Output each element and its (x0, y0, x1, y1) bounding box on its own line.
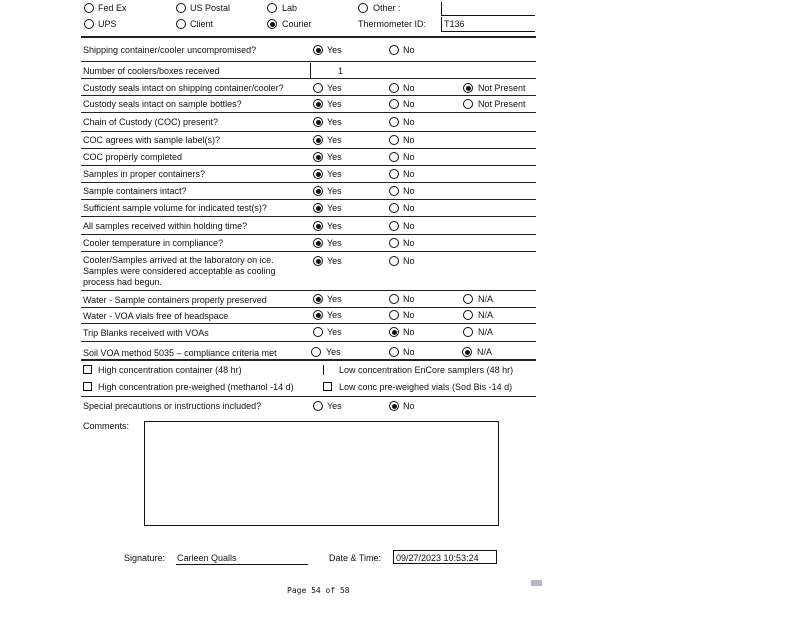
fedex-label: Fed Ex (98, 3, 127, 13)
scan-mark (531, 580, 542, 586)
q4-no-label: No (403, 99, 415, 109)
q16-na-label: N/A (478, 327, 494, 337)
q13-yes-label: Yes (327, 256, 342, 266)
q7-yes-label: Yes (327, 152, 342, 162)
question-sufficient-volume: Sufficient sample volume for indicated test(s)? (83, 203, 267, 213)
row-rule (81, 112, 536, 113)
q12-no-label: No (403, 238, 415, 248)
low-conc-preweighed-checkbox[interactable] (323, 382, 332, 391)
lab-label: Lab (282, 3, 298, 13)
q17-yes-label: Yes (326, 347, 341, 357)
client-radio[interactable] (176, 19, 186, 29)
q14-na-radio[interactable] (463, 294, 473, 304)
question-soil-voa: Soil VOA method 5035 – compliance criteria met (83, 348, 277, 358)
q4-not-present-radio[interactable] (463, 99, 473, 109)
q18-yes-radio[interactable] (313, 401, 323, 411)
question-coc-agrees: COC agrees with sample label(s)? (83, 135, 221, 145)
q12-yes-radio[interactable] (313, 238, 323, 248)
q4-yes-radio[interactable] (313, 99, 323, 109)
row-rule (81, 78, 536, 79)
q1-no-radio[interactable] (389, 45, 399, 55)
q5-no-label: No (403, 117, 415, 127)
q16-yes-radio[interactable] (313, 327, 323, 337)
q9-yes-radio[interactable] (313, 186, 323, 196)
high-concentration-container-checkbox[interactable] (83, 365, 92, 374)
q15-yes-label: Yes (327, 310, 342, 320)
q5-yes-radio[interactable] (313, 117, 323, 127)
q15-no-radio[interactable] (389, 310, 399, 320)
datetime-value: 09/27/2023 10:53:24 (396, 553, 479, 563)
question-custody-seals-bottles: Custody seals intact on sample bottles? (83, 99, 242, 109)
us-postal-radio[interactable] (176, 3, 186, 13)
comments-label: Comments: (83, 421, 130, 431)
question-coc-completed: COC properly completed (83, 152, 183, 162)
q9-yes-label: Yes (327, 186, 342, 196)
q3-no-radio[interactable] (389, 83, 399, 93)
other-radio[interactable] (358, 3, 368, 13)
q17-no-label: No (403, 347, 415, 357)
q10-no-radio[interactable] (389, 203, 399, 213)
q5-yes-label: Yes (327, 117, 342, 127)
question-special-precautions: Special precautions or instructions included? (83, 401, 262, 411)
q17-yes-radio[interactable] (311, 347, 321, 357)
fedex-radio[interactable] (84, 3, 94, 13)
q12-yes-label: Yes (327, 238, 342, 248)
question-proper-containers: Samples in proper containers? (83, 169, 206, 179)
q8-no-label: No (403, 169, 415, 179)
question-trip-blanks: Trip Blanks received with VOAs (83, 328, 209, 338)
high-concentration-container-label: High concentration container (48 hr) (98, 365, 242, 375)
row-rule (81, 61, 536, 62)
q3-yes-label: Yes (327, 83, 342, 93)
q15-no-label: No (403, 310, 415, 320)
q13-yes-radio[interactable] (313, 256, 323, 266)
row-rule (81, 148, 536, 149)
row-rule (81, 216, 536, 217)
row-rule (81, 251, 536, 252)
q12-no-radio[interactable] (389, 238, 399, 248)
q8-yes-label: Yes (327, 169, 342, 179)
q4-yes-label: Yes (327, 99, 342, 109)
q9-no-radio[interactable] (389, 186, 399, 196)
q14-no-label: No (403, 294, 415, 304)
other-label: Other : (373, 3, 401, 13)
question-number-coolers: Number of coolers/boxes received (83, 66, 220, 76)
q17-na-label: N/A (477, 347, 493, 357)
q1-yes-label: Yes (327, 45, 342, 55)
high-concentration-preweighed-checkbox[interactable] (83, 382, 92, 391)
thermometer-border (441, 17, 442, 32)
low-conc-preweighed-label: Low conc pre-weighed vials (Sod Bis -14 d) (339, 382, 513, 392)
q6-no-label: No (403, 135, 415, 145)
signature-underline (176, 564, 308, 565)
q3-not-present-radio[interactable] (463, 83, 473, 93)
q3-no-label: No (403, 83, 415, 93)
ups-radio[interactable] (84, 19, 94, 29)
q13-no-radio[interactable] (389, 256, 399, 266)
courier-radio[interactable] (267, 19, 277, 29)
q7-no-label: No (403, 152, 415, 162)
q8-yes-radio[interactable] (313, 169, 323, 179)
us-postal-label: US Postal (190, 3, 231, 13)
q7-no-radio[interactable] (389, 152, 399, 162)
coolers-count-value: 1 (338, 66, 344, 76)
row-rule (81, 199, 536, 200)
question-arrived-on-ice-line3: process had begun. (83, 277, 163, 287)
q18-no-label: No (403, 401, 415, 411)
q16-no-radio[interactable] (389, 327, 399, 337)
header-rule (81, 36, 536, 38)
q18-no-radio[interactable] (389, 401, 399, 411)
checkbox-divider (323, 365, 324, 375)
q3-not-present-label: Not Present (478, 83, 526, 93)
q6-yes-radio[interactable] (313, 135, 323, 145)
q1-no-label: No (403, 45, 415, 55)
row-rule (81, 359, 536, 361)
q14-na-label: N/A (478, 294, 494, 304)
other-input-line[interactable] (441, 15, 535, 16)
q15-na-label: N/A (478, 310, 494, 320)
q11-yes-label: Yes (327, 221, 342, 231)
row-rule (81, 131, 536, 132)
ups-label: UPS (98, 19, 117, 29)
row-rule (81, 396, 536, 397)
q17-no-radio[interactable] (389, 347, 399, 357)
row-rule (81, 290, 536, 291)
question-arrived-on-ice-line1: Cooler/Samples arrived at the laboratory on ice. (83, 255, 274, 265)
q16-no-label: No (403, 327, 415, 337)
high-concentration-preweighed-label: High concentration pre-weighed (methanol -14 d) (98, 382, 294, 392)
q7-yes-radio[interactable] (313, 152, 323, 162)
row-rule (81, 341, 536, 342)
courier-label: Courier (282, 19, 312, 29)
q10-yes-label: Yes (327, 203, 342, 213)
question-voa-headspace: Water - VOA vials free of headspace (83, 311, 229, 321)
q10-yes-radio[interactable] (313, 203, 323, 213)
q4-not-present-label: Not Present (478, 99, 526, 109)
comments-textarea[interactable] (144, 421, 499, 526)
q5-no-radio[interactable] (389, 117, 399, 127)
q14-yes-radio[interactable] (313, 294, 323, 304)
q18-yes-label: Yes (327, 401, 342, 411)
q8-no-radio[interactable] (389, 169, 399, 179)
q11-no-label: No (403, 221, 415, 231)
q11-yes-radio[interactable] (313, 221, 323, 231)
page-number: Page 54 of 58 (287, 586, 350, 595)
question-shipping-container: Shipping container/cooler uncompromised? (83, 45, 257, 55)
q10-no-label: No (403, 203, 415, 213)
question-cooler-temperature: Cooler temperature in compliance? (83, 238, 224, 248)
q16-na-radio[interactable] (463, 327, 473, 337)
q15-yes-radio[interactable] (313, 310, 323, 320)
signature-value[interactable]: Carleen Qualls (177, 553, 237, 563)
row-rule (81, 323, 536, 324)
other-input-border (441, 2, 442, 16)
q15-na-radio[interactable] (463, 310, 473, 320)
question-coc-present: Chain of Custody (COC) present? (83, 117, 219, 127)
q13-no-label: No (403, 256, 415, 266)
datetime-label: Date & Time: (329, 553, 382, 563)
question-custody-seals-cooler: Custody seals intact on shipping container/cooler? (83, 83, 284, 93)
row-rule (81, 307, 536, 308)
row-rule (81, 234, 536, 235)
row-rule (81, 182, 536, 183)
q14-yes-label: Yes (327, 294, 342, 304)
q17-na-radio[interactable] (462, 347, 472, 357)
q11-no-radio[interactable] (389, 221, 399, 231)
question-holding-time: All samples received within holding time? (83, 221, 248, 231)
row-rule (81, 95, 536, 96)
q16-yes-label: Yes (327, 327, 342, 337)
thermometer-label: Thermometer ID: (358, 19, 427, 29)
thermometer-value[interactable]: T136 (444, 19, 465, 29)
low-concentration-encore-label: Low concentration EnCore samplers (48 hr) (339, 365, 514, 375)
q4-no-radio[interactable] (389, 99, 399, 109)
q6-yes-label: Yes (327, 135, 342, 145)
q6-no-radio[interactable] (389, 135, 399, 145)
row-rule (81, 165, 536, 166)
q9-no-label: No (403, 186, 415, 196)
q14-no-radio[interactable] (389, 294, 399, 304)
signature-label: Signature: (124, 553, 166, 563)
question-water-preserved: Water - Sample containers properly preserved (83, 295, 267, 305)
client-label: Client (190, 19, 214, 29)
lab-radio[interactable] (267, 3, 277, 13)
question-arrived-on-ice-line2: Samples were considered acceptable as cooling (83, 266, 276, 276)
question-containers-intact: Sample containers intact? (83, 186, 187, 196)
thermometer-underline (441, 31, 535, 32)
q3-yes-radio[interactable] (313, 83, 323, 93)
q1-yes-radio[interactable] (313, 45, 323, 55)
